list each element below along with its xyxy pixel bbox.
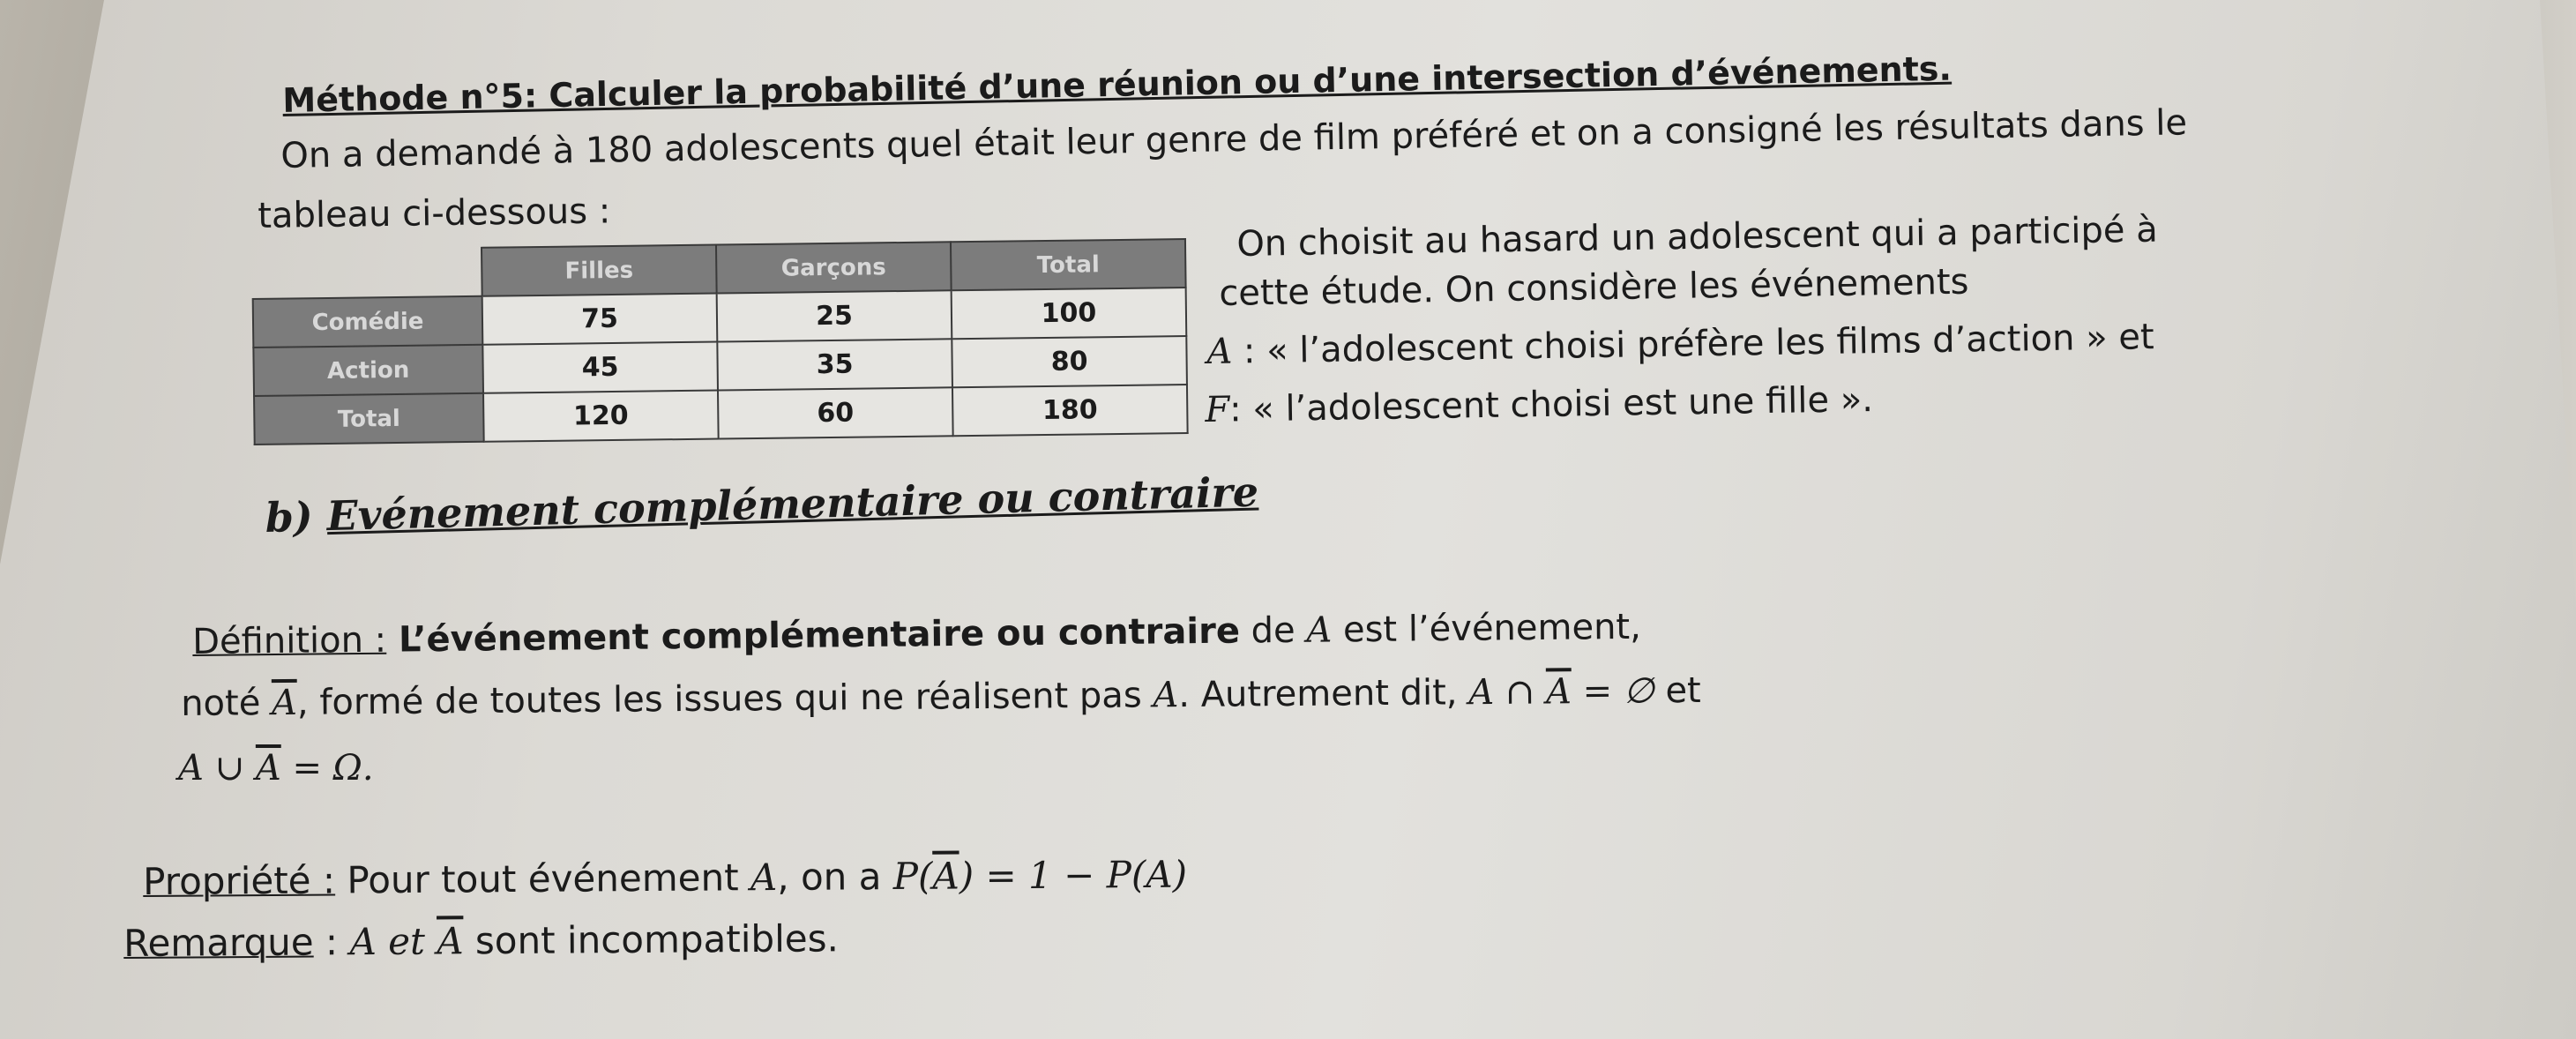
table-cell: 75 [482,294,718,345]
math-union: A ∪ [178,748,256,789]
table-header-cell: Filles [482,245,717,296]
table-corner-cell [252,248,482,299]
math-formula: P( [892,854,933,899]
table-header-cell: Garçons [716,242,952,293]
intro-line-1: On a demandé à 180 adolescents quel était leur genre de film préféré et on a consigné les résultats dans le [280,102,2188,176]
math-a-bar: $\overline{A}$ [1545,671,1572,713]
property-text: , on a [777,855,893,899]
definition-text: et [1654,669,1701,712]
table-cell: 180 [952,385,1188,436]
math-a: A [1306,609,1333,651]
event-f-symbol: F [1205,389,1230,430]
intro-line-2: tableau ci-dessous : [258,191,611,236]
remark-text: : [313,920,350,964]
table-row-label: Comédie [253,296,483,348]
method-title: Méthode n°5: Calculer la probabilité d’une réunion ou d’une intersection d’événements. [282,49,1953,120]
side-text-line-2: cette étude. On considère les événements [1219,261,1969,314]
math-a: A [750,855,778,900]
math-a-bar: $\overline{A}$ [271,682,298,724]
table-row-label: Total [254,393,484,445]
results-table [251,238,1189,439]
event-a-description: : « l’adolescent choisi préfère les films d’action » et [1231,317,2154,372]
definition-label: Définition : [192,619,387,662]
table-cell: 35 [717,339,952,390]
math-a-bar: $\overline{A}$ [932,854,959,898]
table-cell: 60 [718,387,953,438]
definition-text: , formé de toutes les issues qui ne réalisent pas [296,675,1154,723]
table-cell: 120 [483,391,719,442]
math-intersection: A ∩ [1468,671,1547,714]
math-empty-set: = ∅ [1571,670,1654,713]
definition-bold-term: L’événement complémentaire ou contraire [385,610,1241,661]
definition-text: de [1239,609,1307,652]
math-a-bar: $\overline{A}$ [437,919,464,963]
side-text-line-1: On choisit au hasard un adolescent qui a participé à [1236,209,2159,265]
definition-text: . Autrement dit, [1178,672,1469,716]
section-marker: b) [265,492,314,542]
event-f-description: : « l’adolescent choisi est une fille ». [1228,379,1874,430]
table-header-cell: Total [951,239,1186,290]
math-omega: = Ω. [280,748,374,789]
math-a-bar: $\overline{A}$ [255,748,281,789]
section-title: Evénement complémentaire ou contraire [325,467,1259,541]
table-cell: 80 [952,336,1187,387]
table-cell: 100 [952,288,1187,339]
math-formula: ) = 1 − P(A) [959,852,1188,898]
table-row-label: Action [253,345,483,396]
table-row [254,385,1188,445]
property-line [143,853,1187,903]
remark-text: sont incompatibles. [463,916,840,963]
remark-label: Remarque [123,920,314,965]
property-text: Pour tout événement [334,856,751,902]
definition-text: est l’événement, [1332,606,1642,651]
table-cell: 45 [482,342,718,393]
table-cell: 25 [717,290,952,341]
event-a-symbol: A [1206,331,1233,372]
definition-line-3 [178,748,374,789]
math-a: A et [349,919,437,964]
math-a: A [1153,675,1179,716]
property-label: Propriété : [143,858,336,903]
remark-line [123,916,839,965]
definition-text: noté [181,683,273,724]
